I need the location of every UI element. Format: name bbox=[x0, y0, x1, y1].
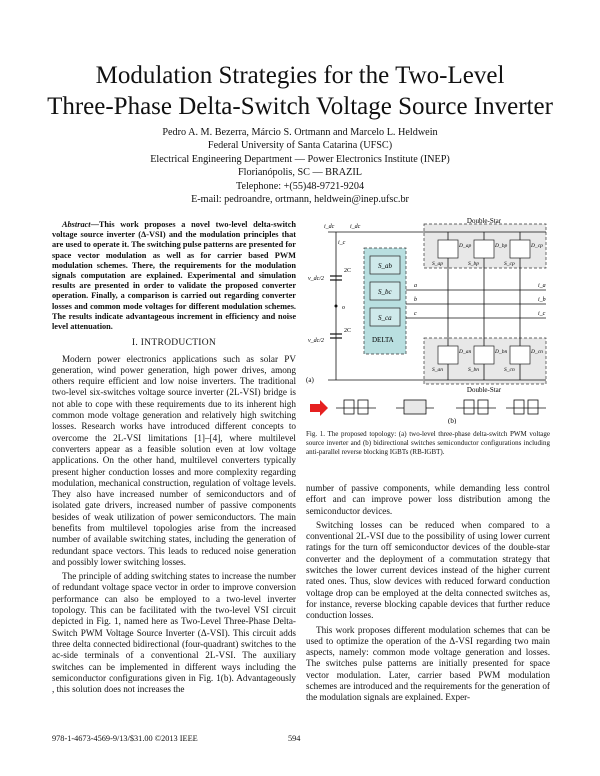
authors: Pedro A. M. Bezerra, Márcio S. Ortmann and Marcelo L. Heldwein bbox=[162, 127, 438, 138]
double-star-label-top: Double-Star bbox=[466, 218, 502, 225]
affiliation-1: Federal University of Santa Catarina (UFSC) bbox=[207, 140, 393, 152]
label-vdc-bot: v_dc/2 bbox=[308, 338, 324, 344]
double-star-label-bottom: Double-Star bbox=[466, 386, 502, 394]
switch-config-2 bbox=[396, 400, 434, 414]
label-o: o bbox=[342, 305, 345, 311]
label-scp: S_cp bbox=[504, 261, 515, 267]
figure-caption: Fig. 1. The proposed topology: (a) two-level three-phase delta-switch PWM voltage source inverter and (b) bidirectional switches semiconductor configurations including anti-parallel reverse blocking IGBTs (RB-IGBT). bbox=[306, 430, 550, 456]
title-line-1: Modulation Strategies for the Two-Level bbox=[95, 62, 505, 89]
figure-1 bbox=[306, 218, 550, 424]
label-dbn: D_bn bbox=[495, 349, 508, 355]
label-scn: S_cn bbox=[504, 367, 515, 373]
right-paragraph-2: Switching losses can be reduced when compared to a conventional 2L-VSI due to the possibility of using lower current ratings for the turn off semiconductor devices of the double-star converter and the deployment of a commutation strategy that switches the lower current devices instead of the higher current rated ones. Thus, slow devices with reduced forward conduction voltage drop can be employed at the delta connected switches as, for instance, reverse blocking capable devices that further reduce conduction losses. bbox=[306, 519, 550, 621]
label-sbn: S_bn bbox=[468, 367, 479, 373]
title-line-2: Three-Phase Delta-Switch Voltage Source Inverter bbox=[47, 93, 553, 120]
label-dcn: D_cn bbox=[531, 349, 543, 355]
label-sab: S_ab bbox=[378, 262, 392, 270]
label-ic-cap: i_c bbox=[338, 240, 346, 246]
label-sbp: S_bp bbox=[468, 261, 479, 267]
red-arrow-icon bbox=[310, 400, 328, 416]
intro-paragraph-2: The principle of adding switching states to increase the number of redundant voltage space vector in order to improve conversion performance can also be employed to a two-level inverter topology. This can be facilitated with the two-level VSI circuit depicted in Fig. 1, named here as Two-Level Three-Phase Delta-Switch PWM Voltage Source Inverter (Δ-VSI). This circuit adds three delta connected bidirectional (four-quadrant) switches to the ac-side terminals of a conventional 2L-VSI. The auxiliary switches can be implemented in different ways including the semiconductor configurations given in Fig. 1(b). Advantageously , this solution does not increases the bbox=[52, 571, 296, 695]
node-a: a bbox=[414, 283, 417, 289]
abstract-label: Abstract bbox=[62, 220, 91, 229]
affiliation-3: Florianópolis, SC — BRAZIL bbox=[238, 167, 362, 179]
switch-config-3 bbox=[456, 400, 496, 414]
abstract-text: —This work proposes a novel two-level delta-switch voltage source inverter (Δ-VSI) and the modulation principles that are used to operate it. The switching pulse patterns are presented for space vector modulation as well as for carrier based PWM modulation schemes. There, the requirements for the modulation signals computation are explained. Experimental and simulation results are presented in order to validate the proposed converter operation. Finally, a comparison is carried out regarding converter losses and common mode voltages for different modulation schemes. The results indicate advantageous increment in efficiency and noise level attenuation. bbox=[52, 220, 296, 332]
node-c: c bbox=[414, 311, 417, 317]
label-a: (a) bbox=[306, 376, 314, 384]
label-2c-top: 2C bbox=[344, 268, 352, 274]
footer-copyright: 978-1-4673-4569-9/13/$31.00 ©2013 IEEE bbox=[52, 734, 198, 743]
label-idc: i_dc bbox=[324, 224, 335, 230]
label-dbp: D_bp bbox=[495, 243, 508, 249]
label-sca: S_ca bbox=[378, 314, 392, 322]
author-block bbox=[0, 126, 600, 206]
right-column bbox=[306, 483, 550, 704]
label-sbc: S_bc bbox=[378, 288, 392, 296]
switch-config-1 bbox=[336, 400, 376, 414]
label-vdc-top: v_dc/2 bbox=[308, 276, 324, 282]
switch-config-4 bbox=[506, 400, 546, 414]
label-san: S_an bbox=[432, 367, 443, 373]
node-b: b bbox=[414, 297, 417, 303]
label-dcp: D_cp bbox=[531, 243, 543, 249]
page-number: 594 bbox=[288, 734, 301, 743]
label-dap: D_ap bbox=[459, 243, 472, 249]
circuit-diagram bbox=[306, 218, 550, 424]
right-paragraph-3: This work proposes different modulation schemes that can be used to optimize the operation of the Δ-VSI regarding two main aspects, namely: common mode voltage generation and losses. The switches pulse patterns are initially presented for space vector modulation. Later, carrier based PWM modulation schemes are introduced and the requirements for the generation of the modulation signals are explained. Exper- bbox=[306, 624, 550, 703]
section-heading: I. INTRODUCTION bbox=[131, 338, 217, 349]
right-paragraph-1: number of passive components, while demanding less control effort and can improve power loss distribution among the semiconductor devices. bbox=[306, 483, 550, 516]
affiliation-4: Telephone: +(55)48-9721-9204 bbox=[235, 180, 365, 192]
abstract bbox=[52, 220, 296, 332]
label-ia: i_a bbox=[538, 283, 546, 289]
intro-paragraph-1: Modern power electronics applications such as solar PV generation, wind power generation, high power drives, among others require efficient and low noise inverters. The traditional two-level six-switches voltage source inverter (2L-VSI) bridge is not able to cope with these requirements due to its inherent high common mode voltage generation and relatively high switching losses. Research works have introduced different concepts to overcome the 2L-VSI limitations [1]–[4], where multilevel converters appear as a feasible solution even at low voltage applications. On the other hand, multilevel converters typically present higher conduction losses and more complexity regarding modulation, mechanical construction, regulation of voltage levels. They also have increased number of semiconductors and of isolated gate drivers, increased number of passive components besides of weak utilization of power semiconductors. The main benefits from multilevel topologies arise from the increased number of available switching states, including the generation of redundant space vectors. This leads to reduced noise generation and possibly lower switching losses. bbox=[52, 353, 296, 567]
label-dan: D_an bbox=[459, 349, 472, 355]
label-idc2: i_dc bbox=[350, 224, 361, 230]
affiliation-2: Electrical Engineering Department — Power Electronics Institute (INEP) bbox=[150, 153, 450, 165]
left-column bbox=[52, 220, 296, 695]
label-2c-bot: 2C bbox=[344, 328, 352, 334]
delta-label: DELTA bbox=[372, 336, 394, 344]
label-b: (b) bbox=[448, 417, 457, 424]
paper-title bbox=[0, 60, 600, 122]
label-sap: S_ap bbox=[432, 261, 443, 267]
label-ib: i_b bbox=[538, 297, 546, 303]
affiliation-5: E-mail: pedroandre, ortmann, heldwein@inep.ufsc.br bbox=[191, 194, 409, 206]
label-ic-out: i_c bbox=[538, 311, 546, 317]
